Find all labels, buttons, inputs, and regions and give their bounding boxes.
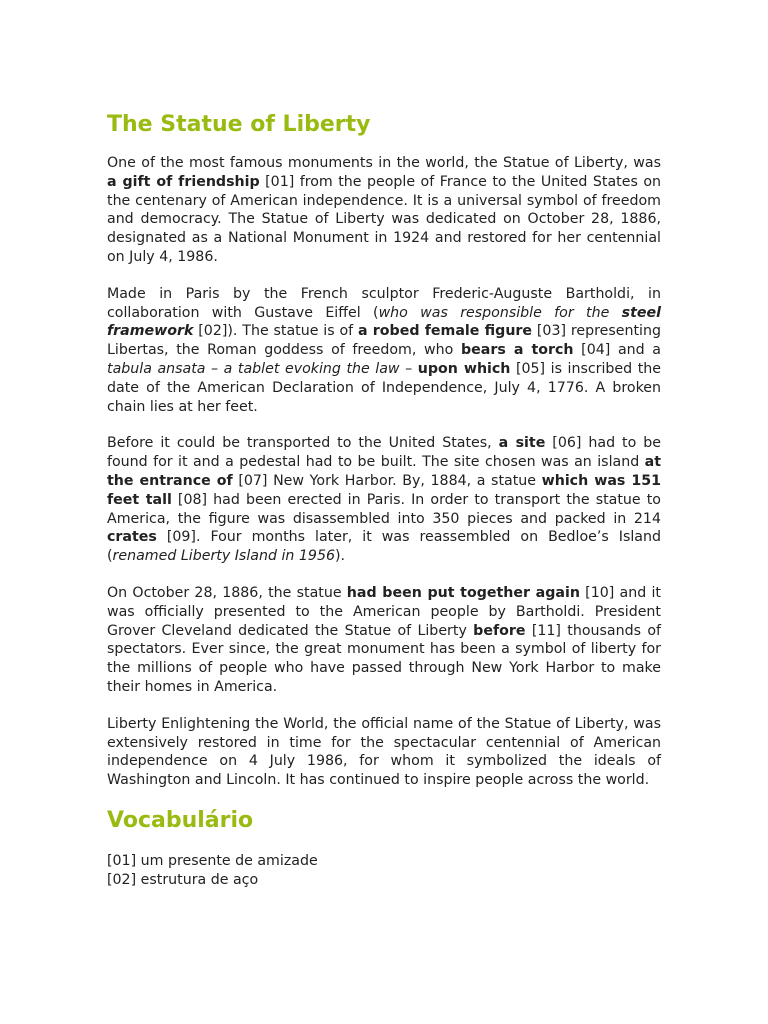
- vocabulary-heading: Vocabulário: [107, 807, 254, 833]
- page-title: The Statue of Liberty: [107, 112, 371, 137]
- text: One of the most famous monuments in the world, the Statue of Liberty, was: [107, 155, 661, 171]
- text: [08] had been erected in Paris. In order to transport the statue to America, the figure was disassembled into 350 pieces and packed in 214: [107, 491, 661, 527]
- text: –: [399, 360, 418, 377]
- text: Liberty Enlightening the World, the official name of the Statue of Liberty, was extensively restored in time for the spectacular centennial of American independence on 4 July 1986, for whom it symbolized the ideals of Washington and Lincoln. It has continued to inspire people across the world.: [107, 715, 661, 789]
- vocabulary-item: [01] um presente de amizade: [107, 852, 318, 869]
- italic-text: tabula ansata: [107, 360, 206, 377]
- text: [09]. Four months later, it was reassembled on Bedloe’s Island (: [107, 529, 661, 565]
- vocab-term-04: bears a torch: [460, 342, 574, 359]
- paragraph-2: [107, 285, 661, 417]
- vocabulary-list: [107, 852, 661, 891]
- vocab-term-02: steel framework: [107, 304, 662, 340]
- vocabulary-item: [02] estrutura de aço: [107, 872, 259, 889]
- vocab-term-03: a robed female figure: [357, 323, 533, 340]
- text: [02]). The statue is of: [193, 323, 358, 340]
- text: [04] and a: [573, 342, 661, 359]
- text: [06] had to be found for it and a pedestal had to be built. The site chosen was an island: [107, 435, 661, 471]
- vocab-term-06: a site: [498, 435, 546, 452]
- vocab-term-11: before: [473, 622, 526, 639]
- vocab-term-09: crates: [107, 529, 157, 546]
- vocab-term-01: a gift of friendship: [107, 173, 260, 190]
- italic-text: who was responsible for the: [378, 304, 622, 321]
- text: [01] from the people of France to the United States on the centenary of American independence. It is a universal symbol of freedom and democracy. The Statue of Liberty was dedicated on October 28, 1886, designated as a National Monument in 1924 and restored for her centennial on July 4, 1986.: [107, 173, 661, 265]
- paragraph-5: [107, 715, 661, 790]
- text: ).: [335, 548, 346, 565]
- paragraph-4: [107, 584, 661, 697]
- vocab-term-07: at the entrance of: [107, 454, 661, 489]
- document-body: [107, 108, 661, 891]
- text: [10] and it was officially presented to the American people by Bartholdi. President Grover Cleveland dedicated the Statue of Liberty: [107, 584, 661, 639]
- vocab-term-08: which was 151 feet tall: [107, 472, 662, 508]
- text: On October 28, 1886, the statue: [107, 584, 347, 601]
- vocab-term-05: upon which: [417, 360, 511, 377]
- text: [05] is inscribed the date of the American Declaration of Independence, July 4, 1776. A broken chain lies at her feet.: [107, 360, 661, 415]
- text: [07] New York Harbor. By, 1884, a statue: [232, 472, 542, 489]
- text: Made in Paris by the French sculptor Frederic-Auguste Bartholdi, in collaboration with Gustave Eiffel (: [107, 285, 661, 321]
- text: –: [205, 360, 224, 377]
- italic-text: a tablet evoking the law: [223, 360, 400, 377]
- italic-text: renamed Liberty Island in 1956: [112, 548, 336, 565]
- vocab-term-10: had been put together again: [346, 584, 580, 601]
- paragraph-1: [107, 154, 661, 267]
- text: [03] representing Libertas, the Roman goddess of freedom, who: [107, 323, 661, 359]
- text: Before it could be transported to the United States,: [107, 435, 499, 452]
- text: [11] thousands of spectators. Ever since, the great monument has been a symbol of liberty for the millions of people who have passed through New York Harbor to make their homes in America.: [107, 622, 661, 695]
- paragraph-3: [107, 434, 661, 566]
